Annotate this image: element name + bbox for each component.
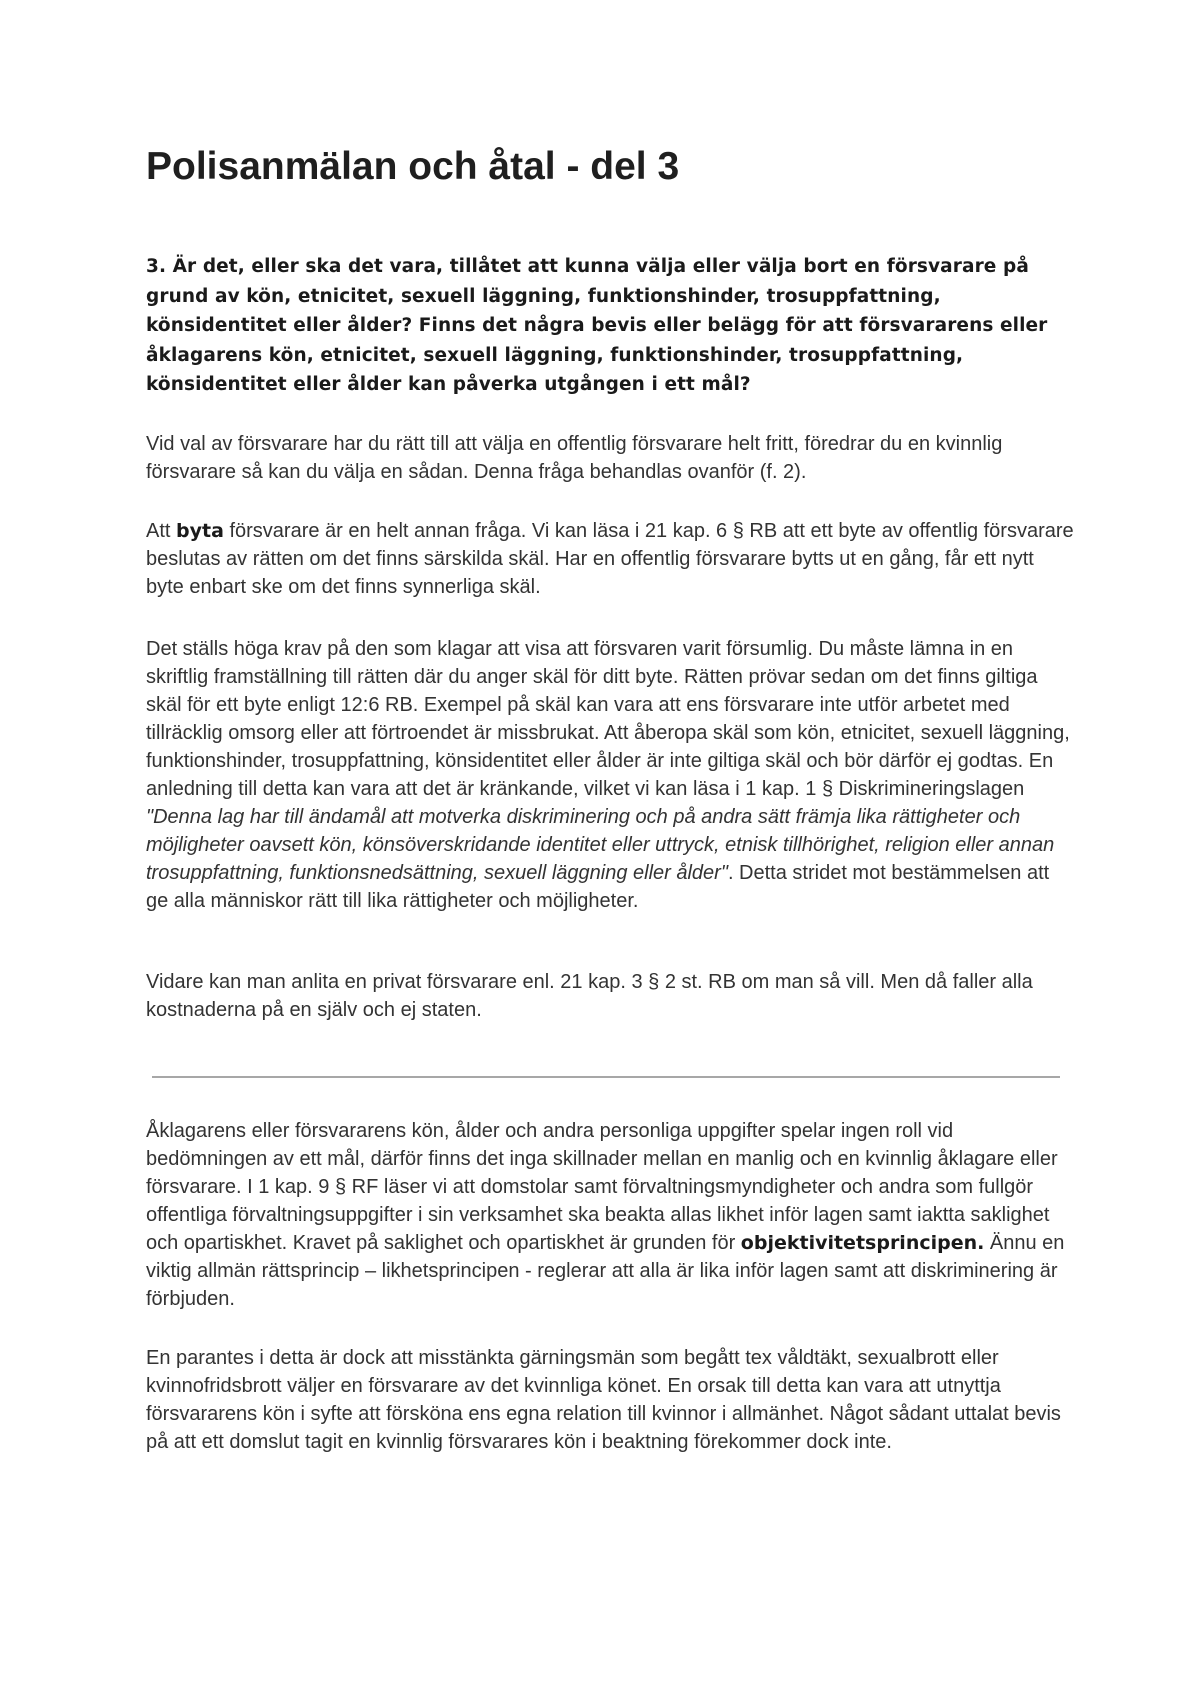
paragraph-private-defender: [146, 968, 1076, 1024]
text-run: försvarare är en helt annan fråga. Vi kan läsa i 21 kap. 6 § RB att ett byte av offentlig försvarare beslutas av rätten om det finns särskilda skäl. Har en offentlig försvarare bytts ut en gång, får ett nytt byte enbart ske om det finns synnerliga skäl.: [146, 520, 1074, 598]
paragraph-text: Vidare kan man anlita en privat försvarare enl. 21 kap. 3 § 2 st. RB om man så vill. Men då faller alla kostnaderna på en själv och ej staten.: [146, 971, 1033, 1021]
page-title: Polisanmälan och åtal - del 3: [146, 145, 680, 188]
paragraph-text: En parantes i detta är dock att misstänkta gärningsmän som begått tex våldtäkt, sexualbrott eller kvinnofridsbrott väljer en försvarare av det kvinnliga könet. En orsak till detta kan vara att utnyttja försvararens kön i syfte att försköna ens egna relation till kvinnor i allmänhet. Något sådant uttalat bevis på att ett domslut tagit en kvinnlig försvarares kön i beaktning förekommer dock inte.: [146, 1347, 1061, 1453]
paragraph-parenthesis: [146, 1344, 1076, 1456]
text-run: Det ställs höga krav på den som klagar att visa att försvaren varit försumlig. Du måste lämna in en skriftlig framställning till rätten där du anger skäl för ditt byte. Rätten prövar sedan om det finns giltiga skäl för ett byte enligt 12:6 RB. Exempel på skäl kan vara att ens försvarare inte utför arbetet med tillräcklig omsorg eller att förtroendet är missbrukat. Att åberopa skäl som kön, etnicitet, sexuell läggning, funktionshinder, trosuppfattning, könsidentitet eller ålder är inte giltiga skäl och bör därför ej godtas. En anledning till detta kan vara att det är kränkande, vilket vi kan läsa i 1 kap. 1 § Diskrimineringslagen: [146, 638, 1070, 800]
paragraph-text: [146, 635, 1076, 915]
question-text: 3. Är det, eller ska det vara, tillåtet att kunna välja eller välja bort en försvarare på grund av kön, etnicitet, sexuell läggning, funktionshinder, trosuppfattning, könsidentitet eller ålder? Finns det några bevis eller belägg för att försvararens eller åklagarens kön, etnicitet, sexuell läggning, funktionshinder, trosuppfattning, könsidentitet eller ålder kan påverka utgången i ett mål?: [146, 256, 1048, 395]
text-run: . Detta stridet mot bestämmelsen att ge alla människor rätt till lika rättigheter och möjligheter.: [146, 862, 1050, 912]
paragraph-text: [146, 517, 1076, 601]
text-run: Ännu en viktig allmän rättsprincip – likhetsprincipen - reglerar att alla är lika inför lagen samt att diskriminering är förbjuden.: [146, 1232, 1065, 1310]
bold-term: byta: [176, 520, 224, 542]
paragraph-requirements: [146, 635, 1076, 915]
text-run: Att: [146, 520, 177, 542]
paragraph-objectivity: [146, 1117, 1076, 1313]
question-paragraph: [146, 252, 1076, 400]
law-quote: "Denna lag har till ändamål att motverka diskriminering och på andra sätt främja lika rättigheter och möjligheter oavsett kön, könsöverskridande identitet eller uttryck, etnisk tillhörighet, religion eller annan trosuppfattning, funktionsnedsättning, sexuell läggning eller ålder": [146, 806, 1055, 884]
text-run: Åklagarens eller försvararens kön, ålder och andra personliga uppgifter spelar ingen roll vid bedömningen av ett mål, därför finns det inga skillnader mellan en manlig och en kvinnlig åklagare eller försvarare. I 1 kap. 9 § RF läser vi att domstolar samt förvaltningsmyndigheter och andra som fullgör offentliga förvaltningsuppgifter i sin verksamhet ska beakta allas likhet inför lagen samt iaktta saklighet och opartiskhet. Kravet på saklighet och opartiskhet är grunden för: [146, 1120, 1058, 1254]
paragraph-change-defender: [146, 517, 1076, 601]
paragraph-text: Vid val av försvarare har du rätt till att välja en offentlig försvarare helt fritt, föredrar du en kvinnlig försvarare så kan du välja en sådan. Denna fråga behandlas ovanför (f. 2).: [146, 433, 1003, 483]
bold-term: objektivitetsprincipen.: [740, 1232, 985, 1254]
paragraph-choice-of-defender: [146, 430, 1076, 486]
paragraph-text: [146, 1117, 1076, 1313]
horizontal-divider: [152, 1076, 1060, 1078]
